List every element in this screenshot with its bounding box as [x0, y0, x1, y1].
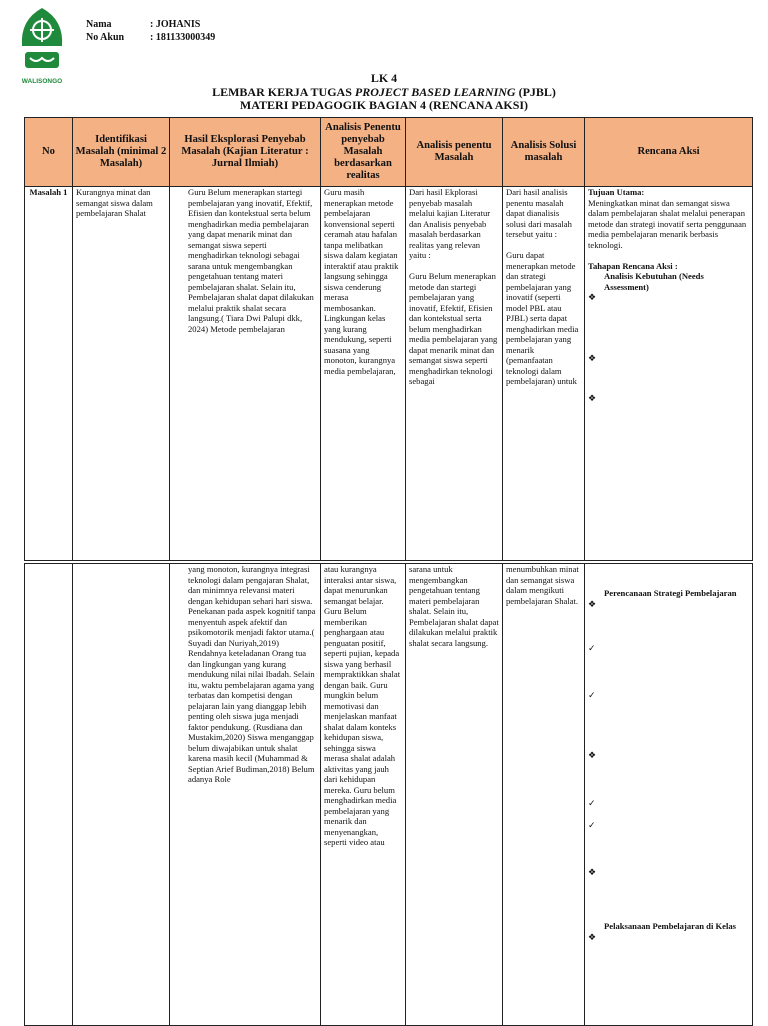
steps-label: Tahapan Rencana Aksi : [588, 260, 678, 271]
cell-penentu: sarana untuk mengembangkan pengetahuan tentang materi pembelajaran shalat. Selain itu, Pembelajaran shalat dapat dilakukan melalui praktik shalat secara langsung. [406, 564, 503, 1026]
cell-rencana [585, 187, 753, 561]
bullet-icon: ❖ [588, 292, 597, 302]
cell-solusi: Dari hasil analisis penentu masalah dapat dianalisis solusi dari masalah tersebut yaitu : Guru dapat menerapkan metode dan strategi pembelajaran yang inovatif (seperti model PBL atau PJBL) serta dapat menghadirkan media pembelajaran yang menarik (pemanfaatan teknologi dalam pembelajaran) untuk [503, 187, 585, 561]
action-plan-table-continued [24, 563, 753, 1026]
step-needs-assessment: Analisis Kebutuhan (Needs Assessment) [604, 271, 704, 292]
cell-eksplorasi: yang monoton, kurangnya integrasi teknologi dalam pengajaran Shalat, dan minimnya relevansi materi dengan kehidupan sehari hari siswa. Penekanan pada aspek kognitif tanpa menyentuh aspek afektif dan psikomotorik menjadi faktor utama.( Suyadi dan Nuriyah,2019) Rendahnya keteladanan Orang tua dan lingkungan yang kurang mendukung nilai nilai Ibadah. Selain itu, waktu pembelajaran agama yang terbatas dan kompetisi dengan pelajaran lain yang dianggap lebih penting oleh siswa juga menjadi faktor pendukung. (Rusdiana dan Mustakim,2020) Siswa menganggap belum diwajabikan untuk shalat karena masih kecil (Muhammad & Septian Arief Budiman,2018) Belum adanya Role [170, 564, 321, 1026]
name-value: : JOHANIS [150, 19, 201, 30]
header-rencana: Rencana Aksi [585, 118, 753, 187]
header-realitas: Analisis Penentu penyebab Masalah berdasarkan realitas [321, 118, 406, 187]
cell-solusi: menumbuhkan minat dan semangat siswa dalam mengikuti pembelajaran Shalat. [503, 564, 585, 1026]
title-lk: LK 4 [370, 71, 398, 85]
table-header-row [25, 118, 753, 187]
bullet-icon: ❖ [588, 598, 597, 609]
check-icon: ✓ [588, 689, 596, 700]
cell-realitas: Guru masih menerapkan metode pembelajaran konvensional seperti ceramah atau hafalan tanpa melibatkan siswa dalam kegiatan interaktif atau praktik langsung sehingga siswa cenderung merasa membosankan. Lingkungan kelas yang kurang mendukung, seperti suasana yang monoton, kurangnya media pembelajaran, [321, 187, 406, 561]
header-solusi: Analisis Solusi masalah [503, 118, 585, 187]
cell-penentu: Dari hasil Ekplorasi penyebab masalah melalui kajian Literatur dan Analisis penyebab masalah berdasarkan realitas yang relevan yaitu : Guru Belum menerapkan metode dan startegi pembelajaran yang inovatif, Efektif, Efisien dan kontekstual serta belum menghadirkan media pembelajaran yang dapat menarik minat dan semangat siswa seperti menghadirkan teknologi sebagai [406, 187, 503, 561]
header-penentu: Analisis penentu Masalah [406, 118, 503, 187]
bullet-icon: ❖ [588, 931, 597, 942]
step-classroom-implementation: Pelaksanaan Pembelajaran di Kelas [604, 921, 737, 931]
header-eksplorasi: Hasil Eksplorasi Penyebab Masalah (Kajian Literatur : Jurnal Ilmiah) [170, 118, 321, 187]
cell-no: Masalah 1 [25, 187, 73, 561]
header-identifikasi: Identifikasi Masalah (minimal 2 Masalah) [73, 118, 170, 187]
title-worksheet: LEMBAR KERJA TUGAS PROJECT BASED LEARNING (PJBL) [212, 84, 556, 99]
goal-label: Tujuan Utama: [588, 187, 645, 197]
check-icon: ✓ [588, 643, 596, 653]
check-icon: ✓ [588, 797, 596, 808]
bullet-icon: ❖ [588, 750, 597, 760]
name-label: Nama [86, 19, 112, 30]
bullet-icon: ❖ [588, 866, 597, 877]
table-row [25, 187, 753, 561]
title-material: MATERI PEDAGOGIK BAGIAN 4 (RENCANA AKSI) [239, 98, 529, 112]
logo-caption: WALISONGO [21, 78, 63, 85]
document-title [0, 72, 768, 113]
cell-no [25, 564, 73, 1026]
table-row [25, 564, 753, 1026]
step-strategy-planning: Perencanaan Strategi Pembelajaran [604, 588, 737, 598]
cell-eksplorasi: Guru Belum menerapkan startegi pembelajaran yang inovatif, Efektif, Efisien dan kontekstual serta belum menghadirkan media pembelajaran yang dapat menarik minat dan semangat siswa seperti menghadirkan teknologi sebagai sarana untuk mengembangkan pengetahuan tentang materi pembelajaran shalat. Selain itu, Pembelajaran shalat dapat dilakukan melalui praktik shalat secara langsung.( Tiara Dwi Palupi dkk, 2024) Metode pembelajaran [170, 187, 321, 561]
action-plan-table [24, 117, 753, 561]
account-value: : 181133000349 [150, 32, 216, 43]
bullet-icon: ❖ [588, 352, 597, 363]
cell-identifikasi: Kurangnya minat dan semangat siswa dalam pembelajaran Shalat [73, 187, 170, 561]
header-no: No [25, 118, 73, 187]
cell-identifikasi [73, 564, 170, 1026]
account-label: No Akun [86, 32, 125, 43]
cell-rencana [585, 564, 753, 1026]
check-icon: ✓ [588, 820, 596, 830]
bullet-icon: ❖ [588, 393, 597, 403]
cell-realitas: atau kurangnya interaksi antar siswa, dapat menurunkan semangat belajar. Guru Belum memberikan penghargaan atau penguatan positif, seperti pujian, kepada siswa yang berhasil mempraktikkan shalat dengan baik. Guru mungkin belum memotivasi dan menjelaskan manfaat shalat dalam konteks kehidupan siswa, sehingga siswa merasa shalat adalah aktivitas yang jauh dari kehidupan mereka. Guru belum menghadirkan media pembelajaran yang menarik dan menyenangkan, seperti video atau [321, 564, 406, 1026]
goal-text: Meningkatkan minat dan semangat siswa dalam pembelajaran shalat melalui penerapan metode dan strategi inovatif serta penggunaan media pembelajaran menarik berbasis teknologi. [588, 197, 747, 250]
identity-block [86, 18, 215, 44]
